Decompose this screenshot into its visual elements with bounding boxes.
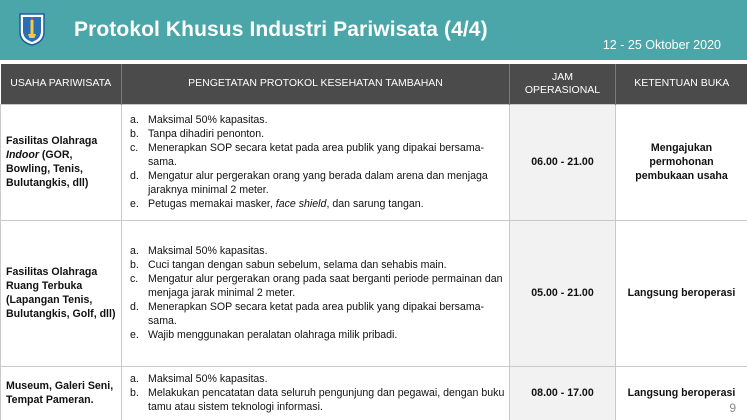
date-range: 12 - 25 Oktober 2020 [602,38,721,52]
jakarta-emblem-icon [18,12,46,46]
usaha-cell: Fasilitas Olahraga Indoor (GOR, Bowling, Tenis, Bulutangkis, dll) [1,104,122,220]
protocol-cell [122,366,510,420]
protocol-cell [122,220,510,366]
ketentuan-cell: Langsung beroperasi [616,366,747,420]
col-header-jam: JAM OPERASIONAL [510,64,616,104]
list-item: e. Wajib menggunakan peralatan olahraga milik pribadi. [130,329,398,341]
list-item: c. Menerapkan SOP secara ketat pada area publik yang dipakai bersama-sama. [130,142,485,168]
jam-cell: 05.00 - 21.00 [510,220,616,366]
list-item: a. Maksimal 50% kapasitas. [130,373,268,385]
list-item: b. Tanpa dihadiri penonton. [130,128,265,140]
ketentuan-cell: Mengajukan permohonan pembukaan usaha [616,104,747,220]
list-item: d. Menerapkan SOP secara ketat pada area publik yang dipakai bersama-sama. [130,301,485,327]
table-row [1,220,747,366]
table-row [1,104,747,220]
jam-cell: 08.00 - 17.00 [510,366,616,420]
col-header-protokol: PENGETATAN PROTOKOL KESEHATAN TAMBAHAN [122,64,510,104]
table-header-row [1,64,747,104]
slide-header [0,0,747,60]
list-item: e. Petugas memakai masker, face shield, dan sarung tangan. [130,198,424,210]
list-item: d. Mengatur alur pergerakan orang yang berada dalam arena dan menjaga jaraknya minimal 2 meter. [130,170,488,196]
table-row [1,366,747,420]
list-item: b. Melakukan pencatatan data seluruh pengunjung dan pegawai, dengan buku tamu atau sistem teknologi informasi. [130,387,505,413]
usaha-cell: Fasilitas Olahraga Ruang Terbuka (Lapangan Tenis, Bulutangkis, Golf, dll) [1,220,122,366]
col-header-ketentuan: KETENTUAN BUKA [616,64,747,104]
ketentuan-cell: Langsung beroperasi [616,220,747,366]
page-number: 9 [729,401,736,415]
usaha-cell: Museum, Galeri Seni, Tempat Pameran. [1,366,122,420]
page-title: Protokol Khusus Industri Pariwisata (4/4) [74,18,488,41]
list-item: c. Mengatur alur pergerakan orang pada saat berganti periode permainan dan menjaga jarak minimal 2 meter. [130,273,503,299]
protocol-table [0,64,747,420]
list-item: a. Maksimal 50% kapasitas. [130,245,268,257]
protocol-cell [122,104,510,220]
jam-cell: 06.00 - 21.00 [510,104,616,220]
list-item: a. Maksimal 50% kapasitas. [130,114,268,126]
list-item: b. Cuci tangan dengan sabun sebelum, selama dan sehabis main. [130,259,447,271]
col-header-usaha: USAHA PARIWISATA [1,64,122,104]
